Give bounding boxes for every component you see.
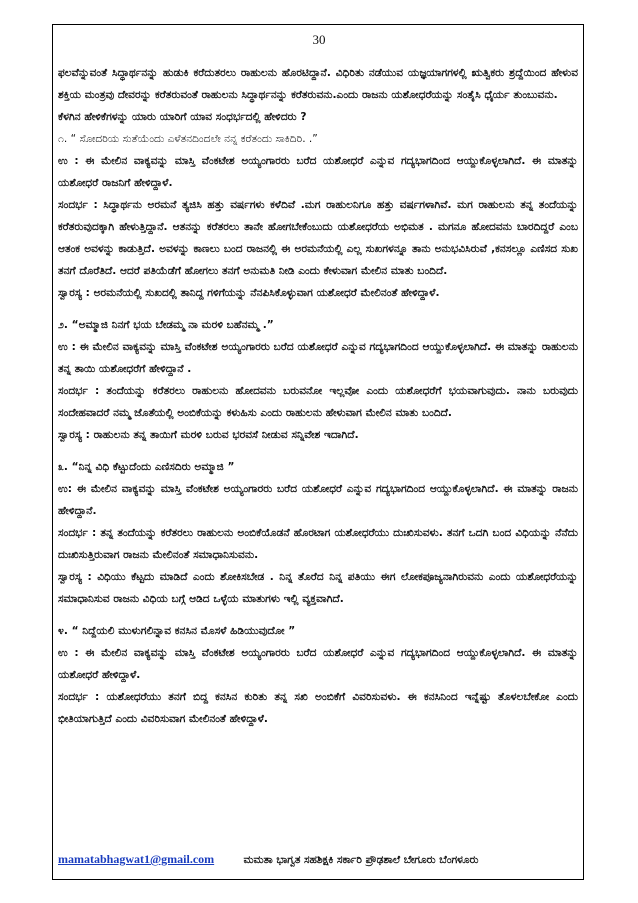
- section-question: ಕೆಳಗಿನ ಹೇಳಿಕೆಗಳನ್ನು ಯಾರು ಯಾರಿಗೆ ಯಾವ ಸಂಧರ್ಭದಲ್ಲಿ ಹೇಳಿದರು ?: [58, 111, 307, 123]
- item-2-context: ಸಂದರ್ಭ : ತಂದೆಯನ್ನು ಕರೆತರಲು ರಾಹುಲನು ಹೋದವನು ಬರುವನೋ ಇಲ್ಲವೋ ಎಂದು ಯಶೋಧರೆಗೆ ಭಯವಾಗುವುದು. ನಾನು ಬರುವುದು ಸಂದೇಹವಾದರೆ ನಮ್ಮ ಜೊತೆಯಲ್ಲಿ ಅಂಬಿಕೆಯನ್ನು ಕಳುಹಿಸು ಎಂದು ರಾಹುಲನು ಹೇಳುವಾಗ ಮೇಲಿನ ಮಾತು ಬಂದಿದೆ.: [58, 385, 578, 419]
- item-2-answer: ಉ : ಈ ಮೇಲಿನ ವಾಕ್ಯವನ್ನು ಮಾಸ್ತಿ ವೆಂಕಟೇಶ ಅಯ್ಯಂಗಾರರು ಬರೆದ ಯಶೋಧರೆ ಎನ್ನುವ ಗದ್ಯಭಾಗದಿಂದ ಆಯ್ದುಕೊಳ್ಳಲಾಗಿದೆ. ಈ ಮಾತನ್ನು ರಾಹುಲನು ತನ್ನ ತಾಯಿ ಯಶೋಧರೆಗೆ ಹೇಳಿದ್ದಾನೆ .: [58, 341, 578, 375]
- item-3-quote: ೩. “ನಿನ್ನ ವಿಧಿ ಕೆಟ್ಟುದೆಂದು ಎಣಿಸದಿರು ಅಮ್ಮಾಜಿ ”: [58, 461, 235, 473]
- footer-email-link[interactable]: mamatabhagwat1@gmail.com: [58, 852, 215, 866]
- item-3-answer: ಉ: ಈ ಮೇಲಿನ ವಾಕ್ಯವನ್ನು ಮಾಸ್ತಿ ವೆಂಕಟೇಶ ಅಯ್ಯಂಗಾರರು ಬರೆದ ಯಶೋಧರೆ ಎನ್ನುವ ಗದ್ಯಭಾಗದಿಂದ ಆಯ್ದುಕೊಳ್ಳಲಾಗಿದೆ. ಈ ಮಾತನ್ನು ರಾಜನು ಹೇಳಿದ್ದಾನೆ.: [58, 483, 578, 517]
- page-footer: [58, 852, 578, 867]
- footer-author: ಮಮತಾ ಭಾಗ್ವತ ಸಹಶಿಕ್ಷಕಿ ಸರ್ಕಾರಿ ಪ್ರೌಢಶಾಲೆ ಬೇಗೂರು ಬೆಂಗಳೂರು: [243, 854, 479, 866]
- item-4-context: ಸಂದರ್ಭ : ಯಶೋಧರೆಯು ತನಗೆ ಬಿದ್ದ ಕನಸಿನ ಕುರಿತು ತನ್ನ ಸಖಿ ಅಂಬಿಕೆಗೆ ವಿವರಿಸುವಳು. ಈ ಕನಸಿನಿಂದ ಇನ್ನೆಷ್ಟು ತೊಳಲಬೇಕೋ ಎಂದು ಭೀತಿಯಾಗುತ್ತಿದೆ ಎಂದು ವಿವರಿಸುವಾಗ ಮೇಲಿನಂತೆ ಹೇಳಿದ್ದಾಳೆ.: [58, 691, 578, 725]
- item-1-context: ಸಂದರ್ಭ : ಸಿದ್ಧಾರ್ಥನು ಅರಮನೆ ತ್ಯಜಿಸಿ ಹತ್ತು ವರ್ಷಗಳು ಕಳೆದಿವೆ .ಮಗ ರಾಹುಲನಿಗೂ ಹತ್ತು ವರ್ಷಗಳಾಗಿವೆ. ಮಗ ರಾಹುಲನು ತನ್ನ ತಂದೆಯನ್ನು ಕರೆತರುವುದಕ್ಕಾಗಿ ಹೇಳುತ್ತಿದ್ದಾನೆ. ಆತನನ್ನು ಕರೆತರಲು ತಾನೇ ಹೋಗಬೇಕೆಂಬುದು ಯಶೋಧರೆಯ ಅಭಿಮತ . ಮಗನೂ ಹೋದವನು ಬಾರದಿದ್ದರೆ ಎಂಬ ಆತಂಕ ಅವಳನ್ನು ಕಾಡುತ್ತಿದೆ. ಅವಳನ್ನು ಕಾಣಲು ಬಂದ ರಾಜನಲ್ಲಿ ಈ ಅರಮನೆಯಲ್ಲಿ ಎಲ್ಲ ಸುಖಗಳನ್ನೂ ತಾನು ಅನುಭವಿಸಿರುವೆ ,ಕನಸಲ್ಲೂ ಎಣಿಸದ ಸುಖ ತನಗೆ ದೊರೆತಿದೆ. ಆದರೆ ಪತಿಯೆಡೆಗೆ ಹೋಗಲು ತನಗೆ ಅನುಮತಿ ನೀಡಿ ಎಂದು ಕೇಳುವಾಗ ಮೇಲಿನ ಮಾತು ಬಂದಿದೆ.: [58, 199, 578, 277]
- document-body: [58, 62, 578, 730]
- item-4-answer: ಉ : ಈ ಮೇಲಿನ ವಾಕ್ಯವನ್ನು ಮಾಸ್ತಿ ವೆಂಕಟೇಶ ಅಯ್ಯಂಗಾರರು ಬರೆದ ಯಶೋಧರೆ ಎನ್ನುವ ಗದ್ಯಭಾಗದಿಂದ ಆಯ್ದುಕೊಳ್ಳಲಾಗಿದೆ. ಈ ಮಾತನ್ನು ಯಶೋಧರೆ ಹೇಳಿದ್ದಾಳೆ.: [58, 647, 578, 681]
- item-3-significance: ಸ್ವಾರಸ್ಯ : ವಿಧಿಯು ಕೆಟ್ಟದು ಮಾಡಿದೆ ಎಂದು ಶೋಕಿಸಬೇಡ . ನಿನ್ನ ತೊರೆದ ನಿನ್ನ ಪತಿಯು ಈಗ ಲೋಕಪೂಜ್ಯನಾಗಿರುವನು ಎಂದು ಯಶೋಧರೆಯನ್ನು ಸಮಾಧಾನಿಸುವ ರಾಜನು ವಿಧಿಯ ಬಗ್ಗೆ ಆಡಿದ ಒಳ್ಳೆಯ ಮಾತುಗಳು ಇಲ್ಲಿ ವ್ಯಕ್ತವಾಗಿದೆ.: [58, 571, 578, 605]
- item-4-quote: ೪. “ ನಿದ್ದೆಯಲಿ ಮುಳುಗಲಿನ್ನಾವ ಕನಸಿನ ಮೊಸಳೆ ಹಿಡಿಯುವುದೋ ”: [58, 625, 296, 637]
- item-2-significance: ಸ್ವಾರಸ್ಯ : ರಾಹುಲನು ತನ್ನ ತಾಯಿಗೆ ಮರಳಿ ಬರುವ ಭರವಸೆ ನೀಡುವ ಸನ್ನಿವೇಶ ಇದಾಗಿದೆ.: [58, 429, 359, 441]
- page-number: 30: [312, 32, 326, 47]
- item-3-context: ಸಂದರ್ಭ : ತನ್ನ ತಂದೆಯನ್ನು ಕರೆತರಲು ರಾಹುಲನು ಅಂಬಿಕೆಯೊಡನೆ ಹೊರಟಾಗ ಯಶೋಧರೆಯು ದುಃಖಿಸುವಳು. ತನಗೆ ಒದಗಿ ಬಂದ ವಿಧಿಯನ್ನು ನೆನೆದು ದುಃಖಿಸುತ್ತಿರುವಾಗ ರಾಜನು ಮೇಲಿನಂತೆ ಸಮಾಧಾನಿಸುವನು.: [58, 527, 578, 561]
- item-2-quote: ೨. “ಅಮ್ಮಾಜಿ ನಿನಗೆ ಭಯ ಬೇಡಮ್ಮ ನಾ ಮರಳಿ ಬಹೆನಮ್ಮ .”: [58, 319, 274, 331]
- intro-paragraph: ಫಲವೆನ್ನುವಂತೆ ಸಿದ್ಧಾರ್ಥನನ್ನು ಹುಡುಕಿ ಕರೆದುತರಲು ರಾಹುಲನು ಹೊರಟಿದ್ದಾನೆ. ವಿಧಿರಿತು ನಡೆಯುವ ಯಜ್ಞಯಾಗಗಳಲ್ಲಿ ಋತ್ವಿಕರು ಶ್ರದ್ದೆಯಿಂದ ಹೇಳುವ ಶಕ್ತಿಯ ಮಂತ್ರವು ದೇವರನ್ನು ಕರೆತರುವಂತೆ ರಾಹುಲನು ಸಿದ್ಧಾರ್ಥನನ್ನು ಕರೆತರುವನು.ಎಂದು ರಾಜನು ಯಶೋಧರೆಯನ್ನು ಸಂತೈಸಿ ಧೈರ್ಯ ತುಂಬುವನು.: [58, 67, 578, 101]
- item-1-quote: ೧. “ ಸೋದರಿಯ ಸುತೆಯೆಂದು ಎಳೆತನದಿಂದಲೇ ನನ್ನ ಕರೆತಂದು ಸಾಕಿದಿರಿ. .”: [58, 133, 318, 145]
- item-1-answer: ಉ : ಈ ಮೇಲಿನ ವಾಕ್ಯವನ್ನು ಮಾಸ್ತಿ ವೆಂಕಟೇಶ ಅಯ್ಯಂಗಾರರು ಬರೆದ ಯಶೋಧರೆ ಎನ್ನುವ ಗದ್ಯಭಾಗದಿಂದ ಆಯ್ದುಕೊಳ್ಳಲಾಗಿದೆ. ಈ ಮಾತನ್ನು ಯಶೋಧರೆ ರಾಜನಿಗೆ ಹೇಳಿದ್ದಾಳೆ.: [58, 155, 578, 189]
- item-1-significance: ಸ್ವಾರಸ್ಯ : ಅರಮನೆಯಲ್ಲಿ ಸುಖದಲ್ಲಿ ತಾನಿದ್ದ ಗಳಿಗೆಯನ್ನು ನೆನಪಿಸಿಕೊಳ್ಳುವಾಗ ಯಶೋಧರೆ ಮೇಲಿನಂತೆ ಹೇಳಿದ್ದಾಳೆ.: [58, 287, 440, 299]
